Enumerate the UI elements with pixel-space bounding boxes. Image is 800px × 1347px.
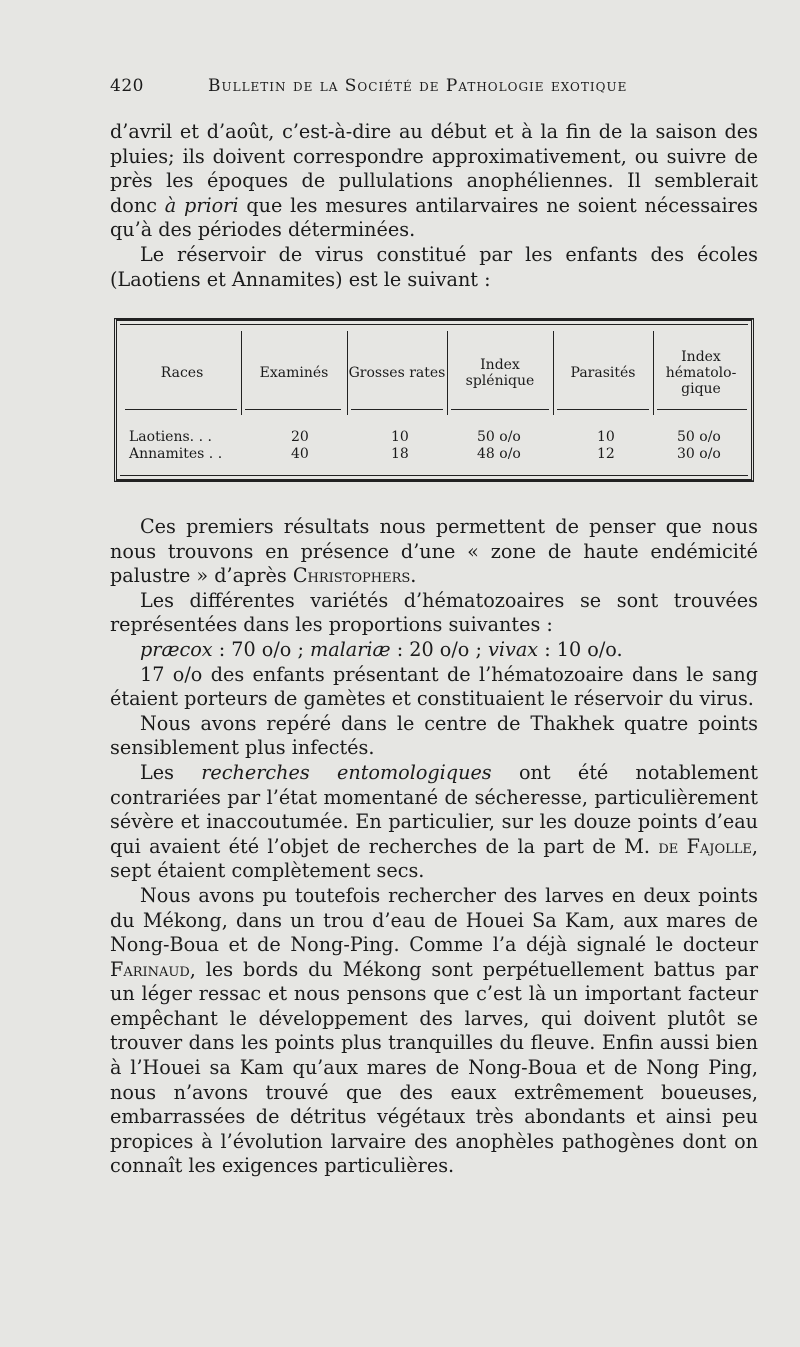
paragraph-proportions: præcox : 70 o/o ; malariæ : 20 o/o ; vivax : 10 o/o. (140, 637, 623, 661)
column-divider (553, 331, 554, 415)
cell-grosses-rates: 10 (391, 429, 409, 445)
cell-parasites: 12 (597, 446, 615, 462)
header-rule (125, 409, 237, 410)
body-text (110, 515, 758, 1179)
cell-index-hematologique: 50 o/o (677, 429, 721, 445)
paragraph-results: Ces premiers résultats nous permettent de penser que nous nous trouvons en présence d’une « zone de haute endémicité palustre » d’après Christophers. (110, 515, 758, 588)
paragraph-gametes: 17 o/o des enfants présentant de l’hématozoaire dans le sang étaient porteurs de gamètes et constituaient le réservoir du virus. (110, 662, 758, 711)
header-rule (557, 409, 649, 410)
cell-examines: 20 (291, 429, 309, 445)
header-index-hematologique: Index hématolo-gique (665, 349, 737, 397)
header-rule (451, 409, 549, 410)
paragraph-varieties: Les différentes variétés d’hématozoaires se sont trouvées représentées dans les proportions suivantes : (110, 588, 758, 637)
intro-text (110, 120, 758, 292)
column-divider (447, 331, 448, 415)
paragraph-seasons: d’avril et d’août, c’est-à-dire au début et à la fin de la saison des pluies; ils doivent correspondre approximativement, ou suivre de près les époques de pullulations anophéliennes. Il semblerait donc à priori que les mesures antilarvaires ne soient nécessaires qu’à des périodes déterminées. (110, 120, 758, 242)
journal-title: Bulletin de la Société de Pathologie exotique (208, 76, 628, 96)
cell-index-splenique: 48 o/o (477, 446, 521, 462)
cell-parasites: 10 (597, 429, 615, 445)
column-divider (241, 331, 242, 415)
page-number: 420 (110, 76, 144, 96)
header-rule (245, 409, 341, 410)
paragraph-larvae: Nous avons pu toutefois rechercher des larves en deux points du Mékong, dans un trou d’eau de Houei Sa Kam, aux mares de Nong-Boua et de Nong-Ping. Comme l’a déjà signalé le docteur Farinaud, les bords du Mékong sont perpétuellement battus par un léger ressac et nous pensons que c’est là un important facteur empêchant le développement des larves, qui doivent plutôt se trouver dans les points plus tranquilles du fleuve. Enfin aussi bien à l’Houei sa Kam qu’aux mares de Nong-Boua et de Nong Ping, nous n’avons trouvé que des eaux extrêmement boueuses, embarrassées de détritus végétaux très abondants et ainsi peu propices à l’évolution larvaire des anophèles pathogènes dont on connaît les exigences particulières. (110, 883, 758, 1178)
header-rule (351, 409, 443, 410)
header-races: Races (160, 365, 204, 381)
header-rule (657, 409, 747, 410)
cell-index-splenique: 50 o/o (477, 429, 521, 445)
column-divider (653, 331, 654, 415)
cell-examines: 40 (291, 446, 309, 462)
cell-race-laotiens: Laotiens. . . (129, 429, 212, 445)
header-examines: Examinés (259, 365, 329, 381)
header-index-splenique: Index splénique (465, 357, 535, 389)
paragraph-reservoir: Le réservoir de virus constitué par les enfants des écoles (Laotiens et Annamites) est le suivant : (110, 242, 758, 291)
results-table (114, 318, 754, 482)
paragraph-entomology: Les recherches entomologiques ont été notablement contrariées par l’état momentané de sécheresse, particulièrement sévère et inaccoutumée. En particulier, sur les douze points d’eau qui avaient été l’objet de recherches de la part de M. de Fajolle, sept étaient complètement secs. (110, 760, 759, 883)
paragraph-thakhek: Nous avons repéré dans le centre de Thakhek quatre points sensiblement plus infectés. (110, 711, 758, 760)
cell-index-hematologique: 30 o/o (677, 446, 721, 462)
cell-grosses-rates: 18 (391, 446, 409, 462)
column-divider (347, 331, 348, 415)
cell-race-annamites: Annamites . . (129, 446, 223, 462)
header-parasites: Parasités (570, 365, 636, 381)
header-grosses-rates: Grosses rates (348, 365, 446, 381)
